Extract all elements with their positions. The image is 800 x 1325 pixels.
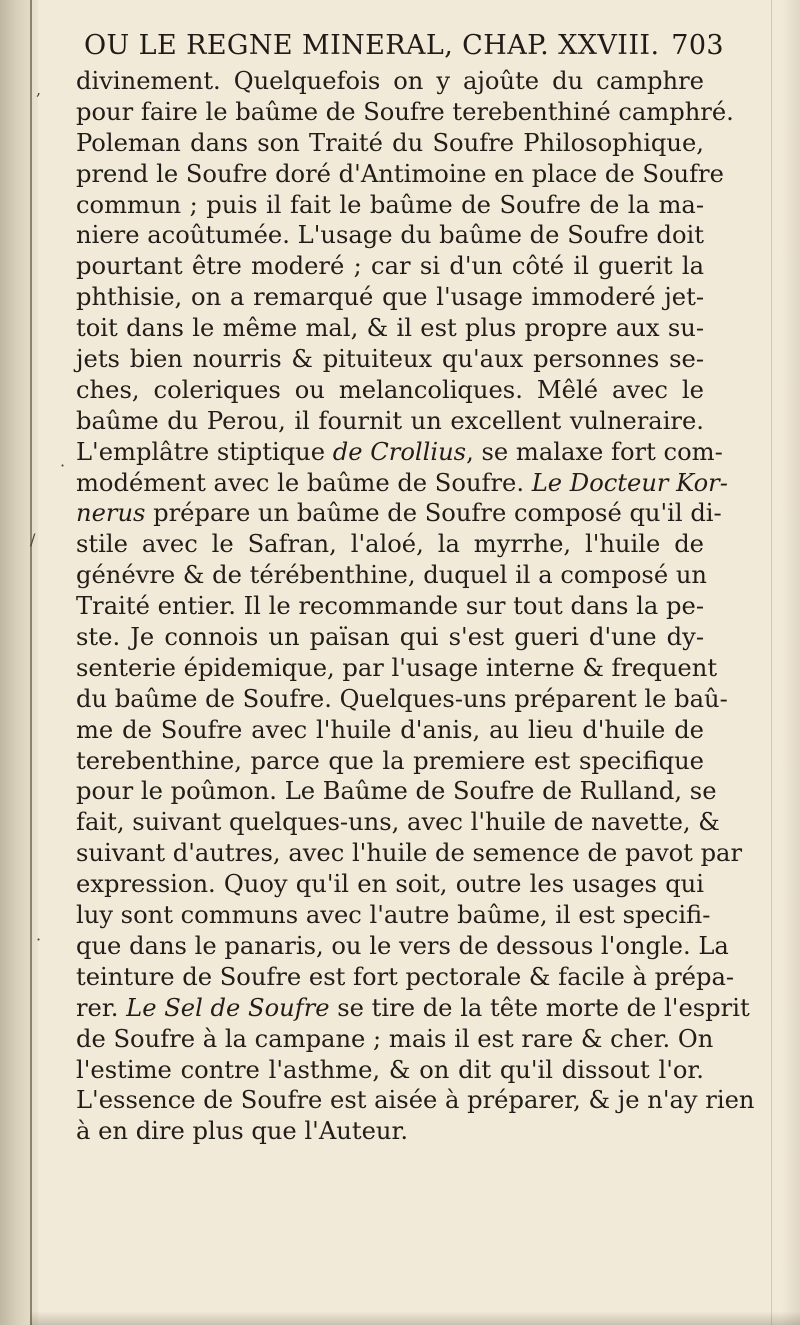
text-line bbox=[76, 622, 704, 653]
margin-dot-mark: · bbox=[36, 930, 42, 949]
margin-dot-mark: · bbox=[60, 456, 66, 475]
text-line bbox=[76, 344, 704, 375]
text-segment: l'estime contre l'asthme, & on dit qu'il dissout l'or. bbox=[76, 1055, 704, 1084]
text-segment: terebenthine, parce que la premiere est specifique bbox=[76, 746, 704, 775]
text-line bbox=[76, 128, 704, 159]
text-segment: que dans le panaris, ou le vers de dessous l'ongle. La bbox=[76, 931, 729, 960]
margin-slash-mark: / bbox=[30, 530, 36, 549]
page-edge-shadow bbox=[782, 0, 800, 1325]
running-head bbox=[84, 30, 724, 68]
italic-text-segment: Le Sel de Soufre bbox=[126, 993, 330, 1022]
text-segment: fait, suivant quelques-uns, avec l'huile de navette, & bbox=[76, 808, 720, 837]
text-line bbox=[76, 66, 704, 97]
text-line bbox=[76, 993, 750, 1024]
text-segment: prépare un baûme de Soufre composé qu'il di- bbox=[145, 499, 722, 528]
body-text bbox=[76, 66, 755, 1147]
text-line bbox=[76, 498, 722, 529]
text-line bbox=[76, 900, 711, 931]
text-segment: senterie épidemique, par l'usage interne & frequent bbox=[76, 653, 718, 682]
text-line bbox=[76, 375, 704, 406]
text-line bbox=[76, 220, 704, 251]
text-segment: suivant d'autres, avec l'huile de semence de pavot par bbox=[76, 839, 743, 868]
text-segment: rer. bbox=[76, 993, 127, 1022]
text-segment: L'emplâtre stiptique bbox=[76, 437, 333, 466]
text-segment: , se malaxe fort com- bbox=[466, 437, 723, 466]
text-segment: pourtant être moderé ; car si d'un côté il guerit la bbox=[76, 252, 704, 281]
text-line bbox=[76, 1085, 755, 1116]
text-line bbox=[76, 190, 704, 221]
page-bottom-shadow bbox=[30, 1311, 800, 1325]
text-line bbox=[76, 838, 743, 869]
page-fold-line bbox=[771, 0, 772, 1325]
italic-text-segment: Le Docteur Kor- bbox=[531, 468, 728, 497]
text-line bbox=[76, 406, 704, 437]
text-segment: prend le Soufre doré d'Antimoine en place de Soufre bbox=[76, 159, 724, 188]
page-number: 703 bbox=[671, 30, 724, 61]
text-segment: jets bien nourris & pituiteux qu'aux personnes se- bbox=[76, 345, 704, 374]
text-line bbox=[76, 560, 708, 591]
book-spine-shadow bbox=[0, 0, 38, 1325]
text-segment: divinement. Quelquefois on y ajoûte du camphre bbox=[76, 67, 704, 95]
text-line bbox=[76, 313, 704, 344]
text-line bbox=[76, 1116, 704, 1147]
text-line bbox=[76, 931, 729, 962]
italic-text-segment: nerus bbox=[76, 499, 146, 528]
margin-tick-mark: , bbox=[36, 80, 42, 99]
text-line bbox=[76, 437, 723, 468]
text-line bbox=[76, 746, 704, 777]
text-segment: pour faire le baûme de Soufre terebenthiné camphré. bbox=[76, 97, 734, 126]
text-line bbox=[76, 1055, 704, 1086]
text-line bbox=[76, 159, 724, 190]
text-segment: niere acoûtumée. L'usage du baûme de Soufre doit bbox=[76, 221, 704, 250]
text-line bbox=[76, 251, 704, 282]
text-segment: génévre & de térébenthine, duquel il a composé un bbox=[76, 561, 708, 590]
text-line bbox=[76, 776, 717, 807]
running-head-title: OU LE REGNE MINERAL, CHAP. XXVIII. bbox=[84, 30, 660, 61]
text-segment: modément avec le baûme de Soufre. bbox=[76, 468, 532, 497]
text-line bbox=[76, 591, 704, 622]
text-segment: commun ; puis il fait le baûme de Soufre de la ma- bbox=[76, 190, 704, 219]
text-line bbox=[76, 962, 735, 993]
text-segment: L'essence de Soufre est aisée à préparer, & je n'ay rien bbox=[76, 1086, 755, 1115]
text-segment: toit dans le même mal, & il est plus propre aux su- bbox=[76, 314, 704, 343]
text-line bbox=[76, 282, 704, 313]
text-segment: expression. Quoy qu'il en soit, outre les usages qui bbox=[76, 870, 704, 899]
text-line bbox=[76, 468, 728, 499]
text-line bbox=[76, 529, 704, 560]
text-segment: Traité entier. Il le recommande sur tout dans la pe- bbox=[76, 592, 704, 621]
text-segment: de Soufre à la campane ; mais il est rare & cher. On bbox=[76, 1024, 714, 1053]
binding-edge bbox=[30, 0, 32, 1325]
text-line bbox=[76, 684, 728, 715]
text-line bbox=[76, 807, 720, 838]
text-line bbox=[76, 715, 704, 746]
text-segment: stile avec le Safran, l'aloé, la myrrhe, l'huile de bbox=[76, 530, 704, 559]
text-segment: phthisie, on a remarqué que l'usage immoderé jet- bbox=[76, 283, 704, 312]
text-segment: à en dire plus que l'Auteur. bbox=[76, 1117, 409, 1146]
text-line bbox=[76, 653, 718, 684]
text-segment: luy sont communs avec l'autre baûme, il est specifi- bbox=[76, 901, 711, 930]
text-segment: ste. Je connois un païsan qui s'est gueri d'une dy- bbox=[76, 623, 704, 652]
italic-text-segment: de Crollius bbox=[332, 437, 467, 466]
text-segment: du baûme de Soufre. Quelques-uns préparent le baû- bbox=[76, 684, 728, 713]
text-segment: ches, coleriques ou melancoliques. Mêlé avec le bbox=[76, 375, 704, 404]
text-segment: Poleman dans son Traité du Soufre Philosophique, bbox=[76, 128, 704, 157]
text-segment: pour le poûmon. Le Baûme de Soufre de Rulland, se bbox=[76, 777, 717, 806]
text-segment: baûme du Perou, il fournit un excellent vulneraire. bbox=[76, 406, 704, 435]
text-segment: teinture de Soufre est fort pectorale & facile à prépa- bbox=[76, 962, 735, 991]
text-line bbox=[76, 1024, 714, 1055]
text-segment: me de Soufre avec l'huile d'anis, au lieu d'huile de bbox=[76, 715, 704, 744]
text-segment: se tire de la tête morte de l'esprit bbox=[329, 993, 750, 1022]
text-line bbox=[76, 869, 704, 900]
text-line bbox=[76, 97, 734, 128]
